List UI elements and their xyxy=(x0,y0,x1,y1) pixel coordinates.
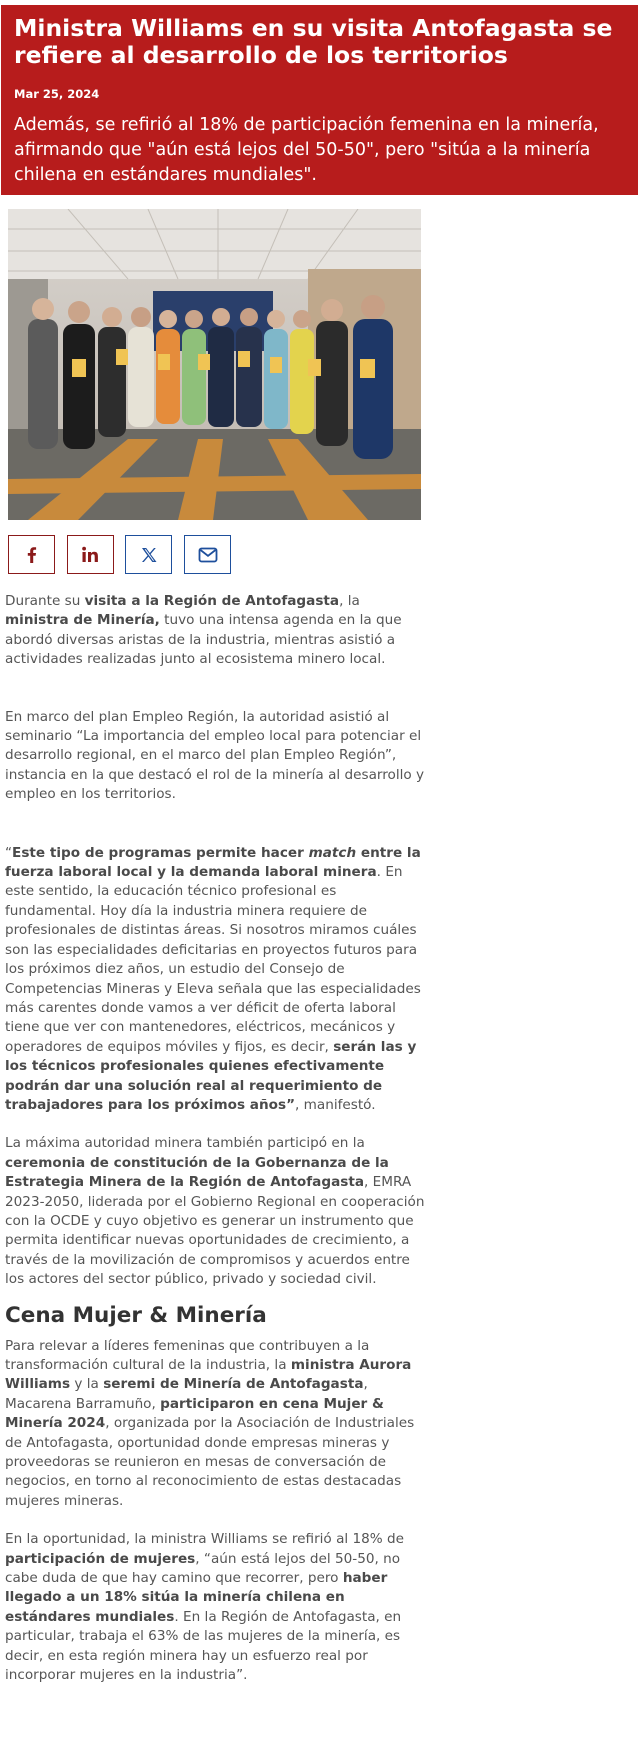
article-photo xyxy=(8,209,421,520)
body-paragraph: Para relevar a líderes femeninas que contribuyen a la transformación cultural de la industria, la ministra Aurora Williams y la seremi de Minería de Antofagasta, Macarena Barramuño, participaron en cena Mujer & Minería 2024, organizada por la Asociación de Industriales de Antofagasta, oportunidad donde empresas mineras y proveedoras se reunieron en mesas de conversación de negocios, en torno al reconocimiento de estas destacadas mujeres mineras. xyxy=(5,1337,415,1509)
section-heading: Cena Mujer & Minería xyxy=(5,1302,267,1328)
share-email-button[interactable] xyxy=(184,535,231,574)
article-lead: Además, se refirió al 18% de participación femenina en la minería, afirmando que "aún está lejos del 50-50", pero "sitúa a la minería chilena en estándares mundiales". xyxy=(14,115,599,185)
body-paragraph: La máxima autoridad minera también participó en la ceremonia de constitución de la Gobernanza de la Estrategia Minera de la Región de Antofagasta, EMRA 2023-2050, liderada por el Gobierno Regional en cooperación con la OCDE y cuyo objetivo es generar un instrumento que permita identificar nuevas oportunidades de crecimiento, a través de la movilización de compromisos y acuerdos entre los actores del sector público, privado y sociedad civil. xyxy=(5,1135,425,1288)
body-paragraph: “Este tipo de programas permite hacer match entre la fuerza laboral local y la demanda laboral minera. En este sentido, la educación técnico profesional es fundamental. Hoy día la industria minera requiere de profesionales de distintas áreas. Si nosotros miramos cuáles son las especialidades deficitarias en proyectos futuros para los próximos diez años, un estudio del Consejo de Competencias Mineras y Eleva señala que las especialidades más carentes donde vamos a ver déficit de oferta laboral tiene que ver con mantenedores, eléctricos, mecánicos y operadores de equipos móviles y fijos, es decir, serán las y los técnicos profesionales quienes efectivamente podrán dar una solución real al requerimiento de trabajadores para los próximos años”, manifestó. xyxy=(5,844,421,1113)
share-linkedin-button[interactable] xyxy=(67,535,114,574)
email-icon xyxy=(198,547,218,563)
linkedin-icon xyxy=(81,546,101,564)
article-title: Ministra Williams en su visita Antofagasta se refiere al desarrollo de los territorios xyxy=(14,14,613,69)
body-paragraph: Durante su visita a la Región de Antofagasta, la ministra de Minería, tuvo una intensa agenda en la que abordó diversas aristas de la industria, mientras asistió a actividades realizadas junto al ecosistema minero local. xyxy=(5,593,402,668)
article-body xyxy=(5,588,425,1686)
share-x-button[interactable] xyxy=(125,535,172,574)
article-header xyxy=(1,5,638,195)
body-paragraph: En la oportunidad, la ministra Williams se refirió al 18% de participación de mujeres, “aún está lejos del 50-50, no cabe duda de que hay camino que recorrer, pero haber llegado a un 18% sitúa la minería chilena en estándares mundiales. En la Región de Antofagasta, en particular, trabaja el 63% de las mujeres de la minería, es decir, en esta región minera hay un esfuerzo real por incorporar mujeres en la industria”. xyxy=(5,1531,405,1684)
body-paragraph: En marco del plan Empleo Región, la autoridad asistió al seminario “La importancia del empleo local para potenciar el desarrollo regional, en el marco del plan Empleo Región”, instancia en la que destacó el rol de la minería al desarrollo y empleo en los territorios. xyxy=(5,708,425,803)
group-photo-image xyxy=(8,209,421,520)
article-date: Mar 25, 2024 xyxy=(14,87,100,101)
facebook-icon xyxy=(23,546,41,564)
share-facebook-button[interactable] xyxy=(8,535,55,574)
x-icon xyxy=(140,546,158,564)
